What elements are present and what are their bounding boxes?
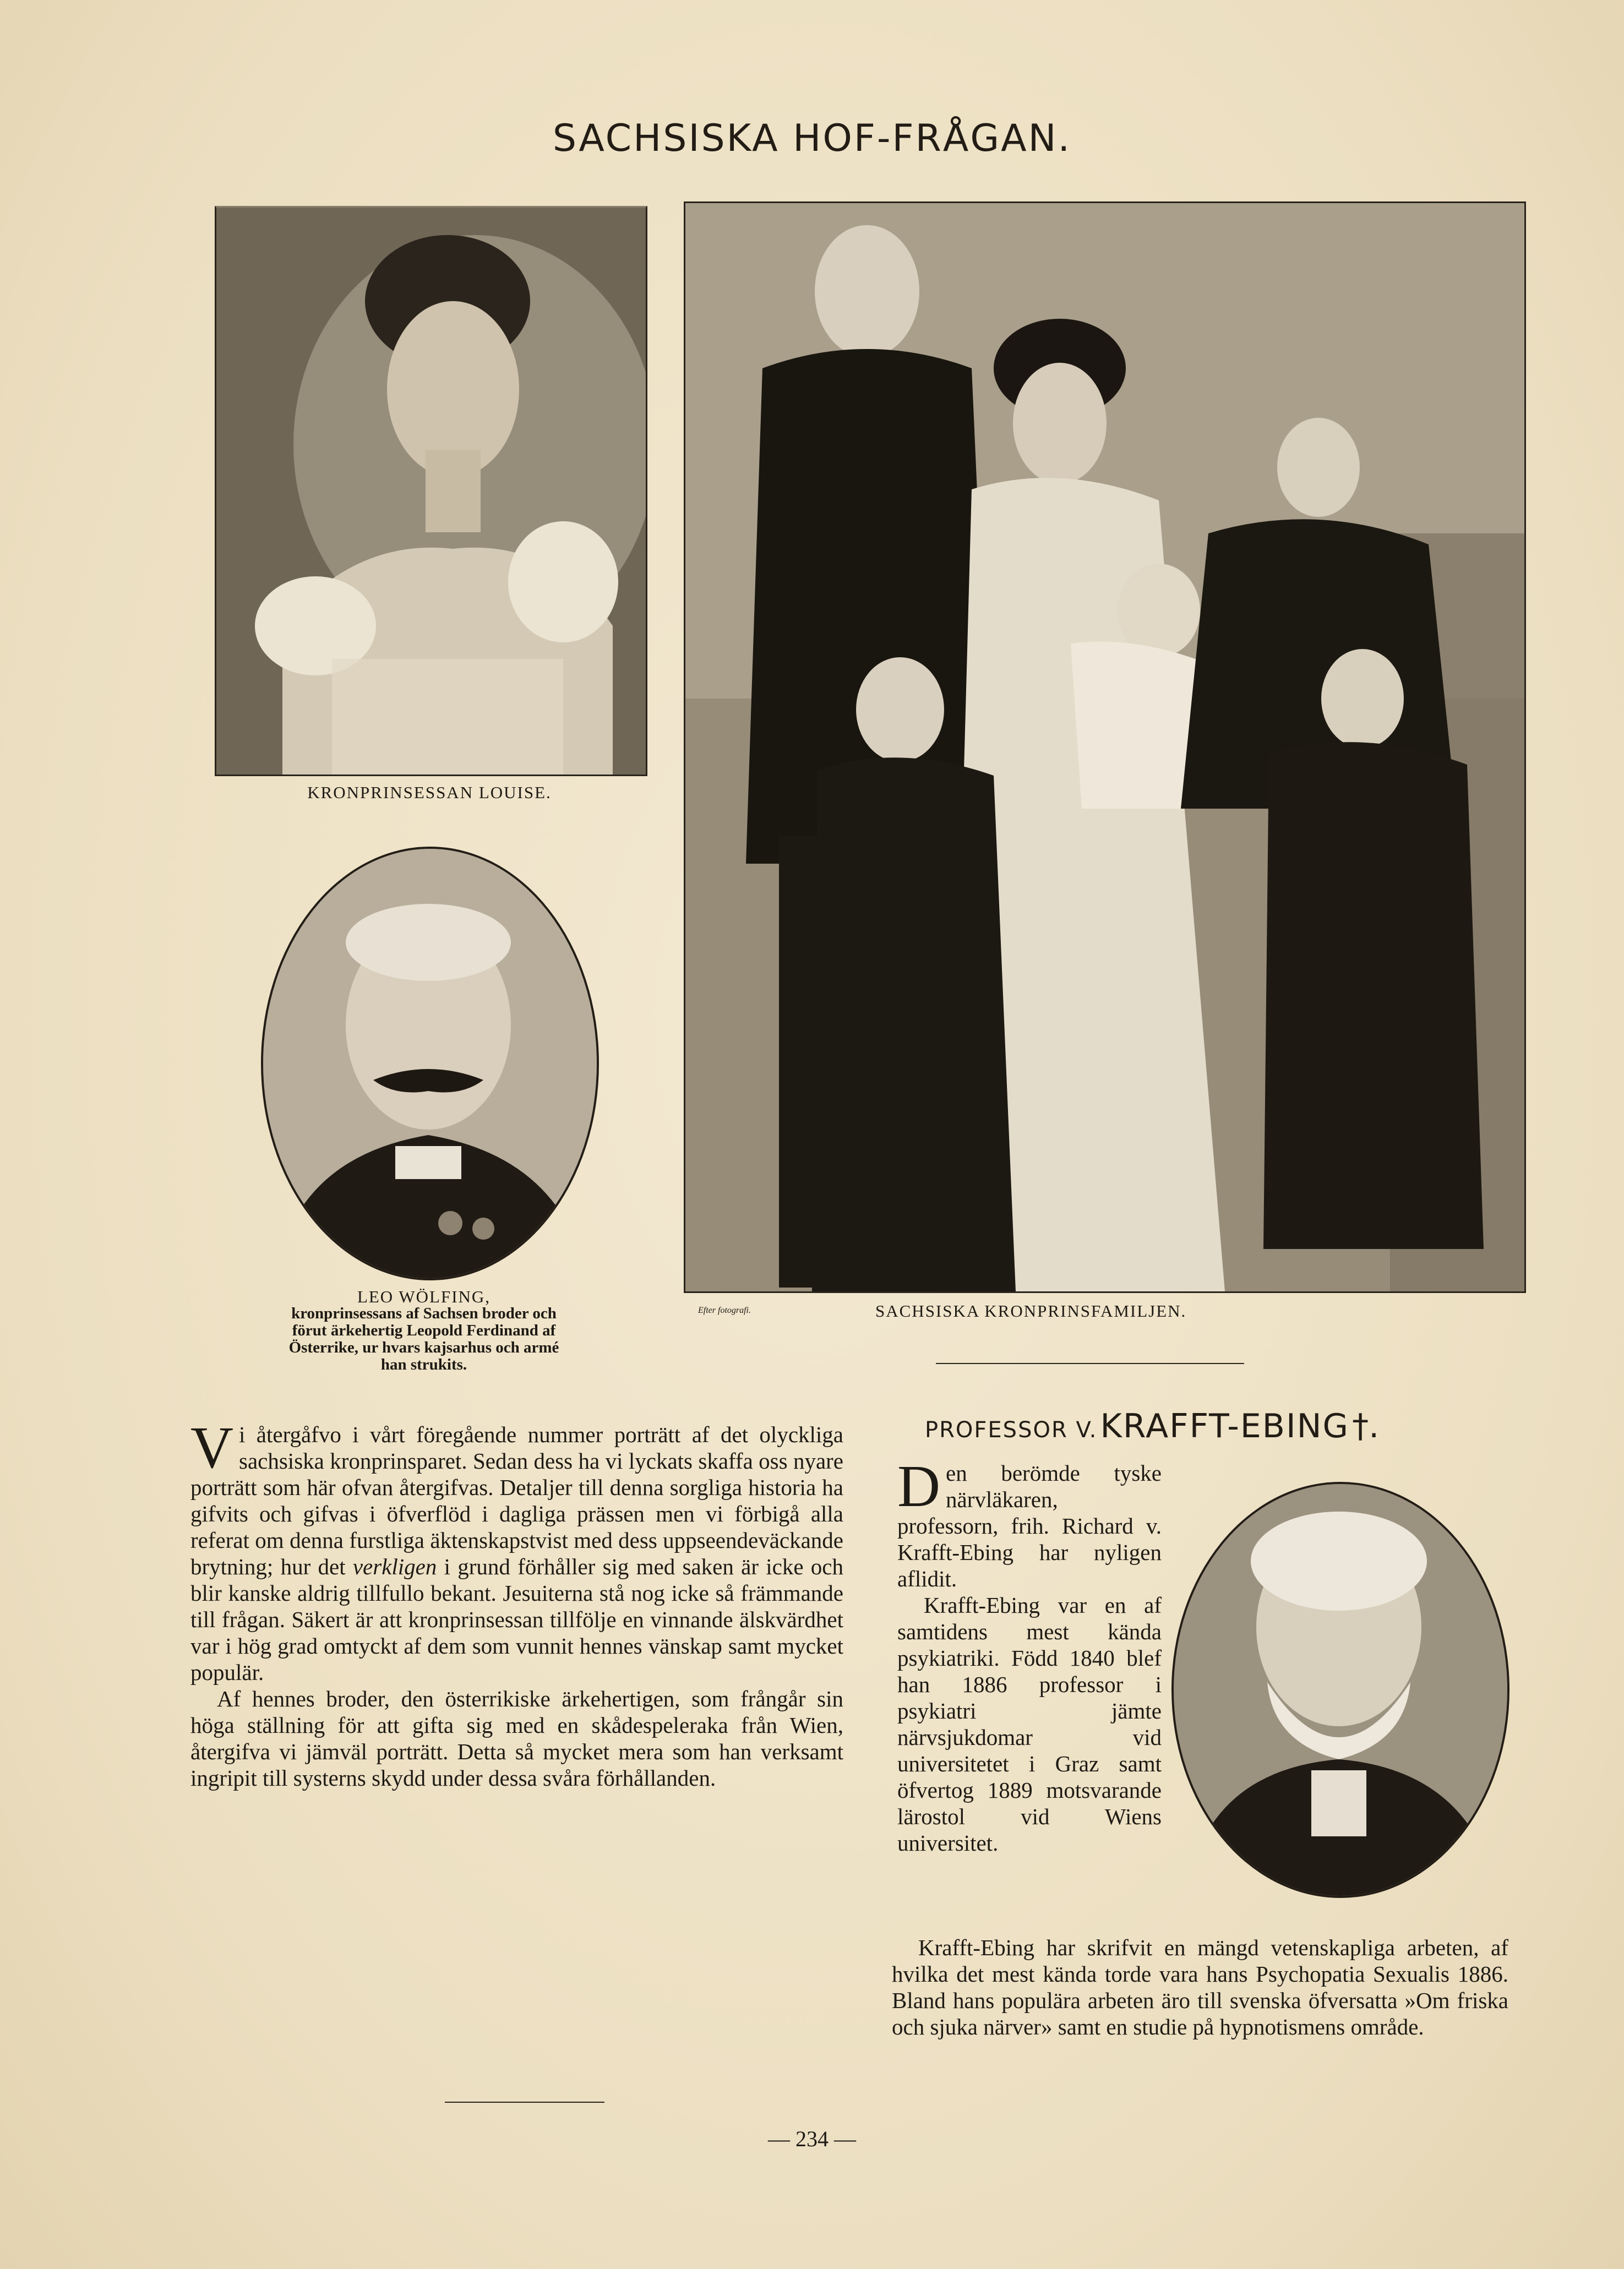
louise-caption: KRONPRINSESSAN LOUISE. xyxy=(307,783,552,802)
leo-caption-line-3: förut ärkehertig Leopold Ferdinand af xyxy=(292,1322,556,1339)
article-right-paragraph-2: Krafft-Ebing var en af samtidens mest kända psykiatriki. Född 1840 blef han 1886 professor i psykiatri jämte närvsjukdomar vid universitetet i Graz samt öfvertog 1889 motsvarande lärostol vid Wiens universitet. xyxy=(897,1592,1162,1856)
page-title: SACHSISKA HOF-FRÅGAN. xyxy=(552,117,1072,160)
krafft-ebing-portrait-photo xyxy=(1171,1482,1509,1898)
article-right-paragraph-3: Krafft-Ebing har skrifvit en mängd vetenskapliga arbeten, af hvilka det mest kända torde vara hans Psychopatia Sexualis 1886. Bland hans populära arbeten äro till svenska öfversatta »Om friska och sjuka närver» samt en studie på hypnotismens område. xyxy=(892,1935,1508,2039)
article-right-paragraph-1: en berömde tyske närvläkaren, professorn, frih. Richard v. Krafft-Ebing har nyligen aflidit. xyxy=(897,1460,1162,1591)
family-photo-credit: Efter fotografi. xyxy=(698,1306,751,1315)
article-left-dropcap: V xyxy=(190,1415,233,1481)
leo-caption-line-1: LEO WÖLFING, xyxy=(357,1287,491,1306)
article-left-paragraph-2: Af hennes broder, den österrikiske ärkehertigen, som frångår sin höga ställning för att gifta sig med en skådespeleraka från Wien, återgifva vi jämväl porträtt. Detta så mycket mera som han verksamt ingripit till systerns skydd under dessa svåra förhållanden. xyxy=(190,1686,843,1791)
leo-caption-line-2: kronprinsessans af Sachsen broder och xyxy=(291,1305,557,1322)
divider-rule-right-top xyxy=(936,1363,1244,1364)
article-right-heading-prefix: PROFESSOR V. xyxy=(925,1417,1098,1443)
divider-rule-left-bottom xyxy=(445,2102,604,2103)
leo-portrait-photo xyxy=(261,847,599,1280)
article-right-dropcap: D xyxy=(897,1454,940,1519)
article-right-heading-dagger: †. xyxy=(1352,1407,1380,1446)
article-left-paragraph-1-rest: i grund förhåller sig med saken är icke och blir kanske aldrig tillfullo bekant. Jesuiterna stå nog icke så främmande till frågan. Säkert är att kronprinsessan tillfölje en vinnande älskvärdhet var i hög grad omtyckt af dem som vunnit hennes vänskap samt mycket populär. xyxy=(190,1554,843,1685)
article-left-paragraph-1-start: i återgåfvo i vårt föregående nummer porträtt af det olyckliga sachsiska kronprinsparet. Sedan dess ha vi lyckats skaffa oss nyare porträtt som här ofvan återgifvas. Detaljer till denna sorgliga historia ha gifvits och gifvas i öfverflöd i dagliga prässen men vi förbigå alla referat om denna furstliga äktenskapstvist med dess uppseendeväckande brytning; hur det xyxy=(190,1422,843,1579)
leo-caption-line-5: han strukits. xyxy=(380,1356,467,1373)
article-right-heading xyxy=(925,1407,1379,1446)
leo-caption-line-4: Österrike, ur hvars kajsarhus och armé xyxy=(288,1339,559,1356)
article-right-heading-name: KRAFFT-EBING xyxy=(1100,1407,1350,1446)
article-right-narrow xyxy=(897,1454,1162,1856)
article-left xyxy=(190,1415,843,1791)
article-right-wide xyxy=(892,1934,1508,2040)
article-left-italic-word: verkligen xyxy=(352,1554,437,1579)
louise-portrait-photo xyxy=(215,206,647,776)
leo-caption xyxy=(204,1288,644,1373)
family-photo xyxy=(684,201,1526,1293)
page-number: — 234 — xyxy=(768,2126,856,2151)
family-caption: SACHSISKA KRONPRINSFAMILJEN. xyxy=(875,1301,1187,1321)
